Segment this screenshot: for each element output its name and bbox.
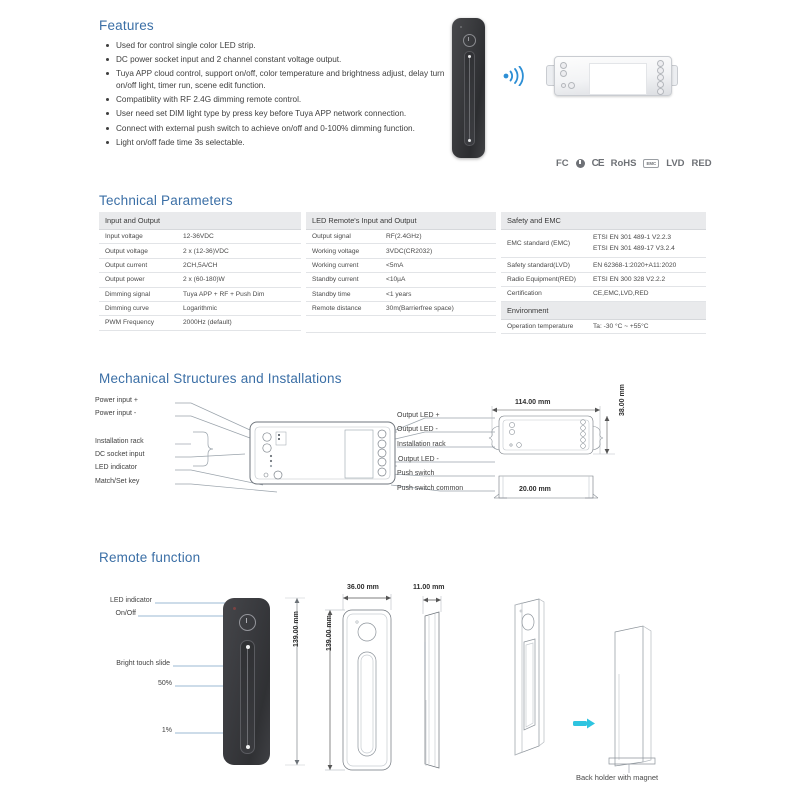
table-row xyxy=(99,230,301,244)
param-key: Certification xyxy=(501,287,587,301)
param-value: EN 62368-1:2020+A11:2020 xyxy=(587,258,706,272)
param-key: Working voltage xyxy=(306,244,380,258)
cert-emc-icon: EMC xyxy=(643,159,659,168)
table-header-label: LED Remote's Input and Output xyxy=(306,212,496,230)
table-row xyxy=(99,244,301,258)
table-row xyxy=(99,273,301,287)
table-row xyxy=(306,301,496,315)
cert-rohs-icon: RoHS xyxy=(610,158,637,169)
terminal-port xyxy=(657,88,664,95)
bullet-icon xyxy=(106,44,109,47)
mechanical-diagram xyxy=(95,384,715,522)
mech-label-push-switch: Push switch xyxy=(397,470,435,477)
terminal-port xyxy=(657,67,664,74)
table-header-label: Input and Output xyxy=(99,212,301,230)
feature-text: Connect with external push switch to achieve on/off and 0-100% dimming function. xyxy=(116,123,415,133)
bullet-icon xyxy=(106,72,109,75)
param-key: Working current xyxy=(306,258,380,272)
param-key: Dimming signal xyxy=(99,287,177,301)
feature-item xyxy=(105,54,445,66)
led-indicator-icon xyxy=(233,607,236,610)
param-key: Output signal xyxy=(306,230,380,244)
dim-depth-20mm: 20.00 mm xyxy=(519,486,551,493)
dim-remote-length-139mm-a: 139.00 mm xyxy=(293,611,300,647)
mech-label-installation-rack-left: Installation rack xyxy=(95,438,144,445)
param-value: CE,EMC,LVD,RED xyxy=(587,287,706,301)
mech-label-push-switch-common: Push switch common xyxy=(397,485,464,492)
feature-text: Compatiblity with RF 2.4G dimming remote control. xyxy=(116,95,302,105)
touch-slider xyxy=(240,640,255,754)
table-row xyxy=(306,230,496,244)
slider-line xyxy=(469,58,470,139)
param-key: Standby current xyxy=(306,273,380,287)
param-value: 2CH,5A/CH xyxy=(177,258,301,272)
param-value: RF(2.4GHz) xyxy=(380,230,496,244)
param-value: 2 x (12-36)VDC xyxy=(177,244,301,258)
magnet-arrow-icon xyxy=(573,719,595,729)
param-key: Radio Equipment(RED) xyxy=(501,272,587,286)
terminal-port xyxy=(657,60,664,67)
feature-item xyxy=(105,94,445,106)
remote-3d-view xyxy=(515,599,655,773)
cert-ctick-icon xyxy=(576,159,585,168)
feature-text: Light on/off fade time 3s selectable. xyxy=(116,137,245,147)
dim-width-114mm: 114.00 mm xyxy=(515,399,551,406)
table-row xyxy=(306,287,496,301)
table-row xyxy=(501,287,706,301)
table-row-spacer xyxy=(306,316,496,332)
cert-fc-icon: FC xyxy=(556,158,569,169)
cert-ce-icon: CE xyxy=(591,158,604,169)
slider-dot-bottom xyxy=(246,745,250,749)
param-value: <1 years xyxy=(380,287,496,301)
slider-dot-bottom xyxy=(468,139,471,142)
section-title-technical-parameters: Technical Parameters xyxy=(99,193,233,208)
product-label xyxy=(589,63,647,95)
caption-back-holder: Back holder with magnet xyxy=(576,773,659,782)
param-value: <10µA xyxy=(380,273,496,287)
table-header-label: Safety and EMC xyxy=(501,212,706,230)
table-safety-emc xyxy=(501,212,706,334)
mech-label-output-led-minus-1: Output LED - xyxy=(397,426,438,433)
feature-text: Tuya APP cloud control, support on/off, color temperature and brightness adjust, delay turn on/off light, timer run, scene edit function. xyxy=(116,69,445,90)
mech-label-installation-rack-right: Installation rack xyxy=(397,441,446,448)
param-value: Ta: -30 °C ~ +55°C xyxy=(587,319,706,333)
param-value: 2000Hz (default) xyxy=(177,316,301,330)
param-key: PWM Frequency xyxy=(99,316,177,330)
param-key: EMC standard (EMC) xyxy=(501,230,587,258)
dim-height-38mm: 38.00 mm xyxy=(619,384,626,416)
param-key: Input voltage xyxy=(99,230,177,244)
bullet-icon xyxy=(106,141,109,144)
table-row xyxy=(99,316,301,330)
remote-side-view xyxy=(423,596,441,768)
led-indicator-icon xyxy=(460,26,462,28)
power-button-icon xyxy=(463,34,476,47)
mech-label-power-input-plus: Power input + xyxy=(95,397,138,404)
dimension-drawing-top xyxy=(489,406,615,454)
param-key: Remote distance xyxy=(306,301,380,315)
param-key: Safety standard(LVD) xyxy=(501,258,587,272)
section-title-features: Features xyxy=(99,18,154,33)
terminal-port xyxy=(657,81,664,88)
remote-label-50-percent: 50% xyxy=(157,680,172,687)
mech-label-output-led-minus-2: Output LED - xyxy=(398,456,439,463)
remote-label-bright-touch-slide: Bright touch slide xyxy=(116,660,170,667)
table-header-row xyxy=(501,212,706,230)
certification-row xyxy=(556,158,712,169)
section-title-mechanical: Mechanical Structures and Installations xyxy=(99,371,342,386)
section-title-remote-function: Remote function xyxy=(99,550,201,565)
remote-function-diagram xyxy=(95,570,735,785)
table-row xyxy=(99,287,301,301)
mech-label-match-set-key: Match/Set key xyxy=(95,478,140,485)
table-row xyxy=(306,244,496,258)
power-button-icon xyxy=(239,614,256,631)
table-row xyxy=(306,258,496,272)
feature-item xyxy=(105,108,445,120)
param-value: Logarithmic xyxy=(177,301,301,315)
terminal-port xyxy=(560,62,567,69)
remote-front-view xyxy=(325,594,391,770)
slider-line xyxy=(247,649,248,745)
param-key: Dimming curve xyxy=(99,301,177,315)
param-key: Output voltage xyxy=(99,244,177,258)
slider-dot-top xyxy=(468,55,471,58)
indicator-led xyxy=(561,83,566,88)
cert-lvd-icon: LVD xyxy=(666,158,685,169)
controller-body xyxy=(554,56,672,96)
table-row xyxy=(501,319,706,333)
terminal-port xyxy=(560,70,567,77)
table-header-row xyxy=(306,212,496,230)
remote-label-led-indicator: LED indicator xyxy=(109,597,152,604)
remote-product-photo xyxy=(452,18,485,158)
param-value: Tuya APP + RF + Push Dim xyxy=(177,287,301,301)
feature-text: DC power socket input and 2 channel constant voltage output. xyxy=(116,55,342,65)
param-key: Standby time xyxy=(306,287,380,301)
mech-label-led-indicator: LED indicator xyxy=(95,464,138,471)
cert-red-icon: RED xyxy=(691,158,712,169)
param-value: ETSI EN 300 328 V2.2.2 xyxy=(587,272,706,286)
dim-remote-thickness-11mm: 11.00 mm xyxy=(413,584,445,591)
param-key: Operation temperature xyxy=(501,319,587,333)
controller-outline xyxy=(250,422,395,484)
feature-text: Used for control single color LED strip. xyxy=(116,41,256,50)
param-value: 2 x (60-180)W xyxy=(177,273,301,287)
table-subheader-label: Environment xyxy=(501,301,706,319)
feature-text: User need set DIM light type by press key before Tuya APP network connection. xyxy=(116,109,407,119)
bullet-icon xyxy=(106,112,109,115)
param-value: 3VDC(CR2032) xyxy=(380,244,496,258)
table-led-remote xyxy=(306,212,496,333)
dim-remote-width-36mm: 36.00 mm xyxy=(347,584,379,591)
mech-label-power-input-minus: Power input - xyxy=(95,410,137,417)
feature-item xyxy=(105,40,445,52)
param-value: 30m(Barrierfree space) xyxy=(380,301,496,315)
wireless-signal-icon xyxy=(502,66,530,86)
table-row xyxy=(99,258,301,272)
param-value: <5mA xyxy=(380,258,496,272)
set-key-button xyxy=(568,82,575,89)
table-header-row xyxy=(99,212,301,230)
param-key: Output power xyxy=(99,273,177,287)
table-subheader-row xyxy=(501,301,706,319)
table-row xyxy=(99,301,301,315)
mech-label-output-led-plus: Output LED + xyxy=(397,412,440,419)
bullet-icon xyxy=(106,98,109,101)
touch-slider xyxy=(464,51,475,146)
table-input-output xyxy=(99,212,301,331)
remote-label-on-off: On/Off xyxy=(115,610,136,617)
param-key: Output current xyxy=(99,258,177,272)
terminal-port xyxy=(657,74,664,81)
dim-remote-length-139mm-b: 139.00 mm xyxy=(326,615,333,651)
remote-render xyxy=(223,598,270,765)
feature-item xyxy=(105,137,445,149)
table-row xyxy=(501,258,706,272)
table-row xyxy=(306,273,496,287)
controller-product-photo xyxy=(546,54,678,100)
mech-label-dc-socket-input: DC socket input xyxy=(95,451,145,458)
bullet-icon xyxy=(106,127,109,130)
remote-label-1-percent: 1% xyxy=(161,727,172,734)
feature-item xyxy=(105,123,445,135)
slider-dot-top xyxy=(246,645,250,649)
table-row xyxy=(501,272,706,286)
param-value: 12-36VDC xyxy=(177,230,301,244)
features-list xyxy=(105,40,445,151)
remote-drawings xyxy=(95,570,735,785)
param-value: ETSI EN 301 489-1 V2.2.3 ETSI EN 301 489-17 V3.2.4 xyxy=(587,230,706,258)
feature-item xyxy=(105,68,445,91)
table-row xyxy=(501,230,706,258)
bullet-icon xyxy=(106,58,109,61)
